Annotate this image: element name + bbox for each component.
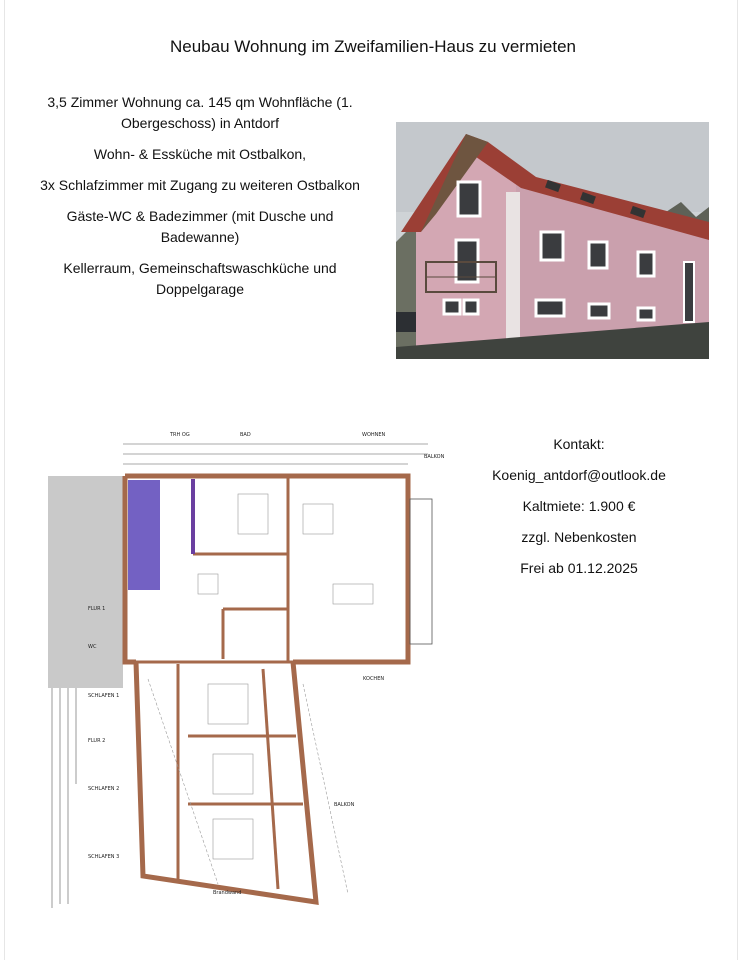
- contact-email[interactable]: Koenig_antdorf@outlook.de: [492, 467, 666, 483]
- page-edge-left: [4, 0, 5, 960]
- description-bathrooms: Gäste-WC & Badezimmer (mit Dusche und Badewanne): [66, 208, 334, 245]
- neighbour-area: [48, 476, 123, 688]
- room-label-flur1: FLUR 1: [88, 606, 106, 612]
- rent-price: Kaltmiete: 1.900 €: [522, 498, 636, 514]
- room-label-flur2: FLUR 2: [88, 738, 106, 744]
- brandwand-label: Brandwand: [213, 890, 242, 896]
- room-label-balkon: BALKON: [334, 802, 355, 808]
- contact-heading: Kontakt:: [553, 436, 605, 452]
- description: [40, 92, 360, 310]
- inner-walls: [136, 476, 303, 889]
- outer-walls: [125, 476, 408, 902]
- page-edge-right: [737, 0, 738, 960]
- floor-plan-drawing: [48, 424, 452, 908]
- room-label-balkon-top: BALKON: [424, 454, 445, 460]
- page-title: Neubau Wohnung im Zweifamilien-Haus zu vermieten: [170, 37, 576, 56]
- contact-block: [470, 436, 688, 591]
- house-illustration: [396, 122, 709, 359]
- availability-date: Frei ab 01.12.2025: [520, 560, 638, 576]
- extra-costs: zzgl. Nebenkosten: [521, 529, 637, 545]
- room-label-kochen: KOCHEN: [363, 676, 385, 682]
- room-label-trh: TRH OG: [170, 432, 190, 438]
- room-label-bad: BAD: [240, 432, 251, 438]
- staircase: [128, 480, 160, 590]
- room-label-wohnen: WOHNEN: [362, 432, 386, 438]
- description-bedrooms: 3x Schlafzimmer mit Zugang zu weiteren Ostbalkon: [40, 177, 360, 193]
- room-label-schlafen3: SCHLAFEN 3: [88, 854, 120, 860]
- room-label-schlafen1: SCHLAFEN 1: [88, 693, 120, 699]
- room-label-wc: WC: [88, 644, 97, 650]
- floor-plan: [48, 424, 452, 908]
- balcony-outline: [410, 499, 432, 644]
- description-kitchen: Wohn- & Essküche mit Ostbalkon,: [93, 146, 307, 162]
- room-label-schlafen2: SCHLAFEN 2: [88, 786, 120, 792]
- house-photo: [396, 122, 709, 359]
- description-extras: Kellerraum, Gemeinschaftswaschküche und Doppelgarage: [63, 260, 337, 297]
- description-size: 3,5 Zimmer Wohnung ca. 145 qm Wohnfläche (1. Obergeschoss) in Antdorf: [47, 94, 353, 131]
